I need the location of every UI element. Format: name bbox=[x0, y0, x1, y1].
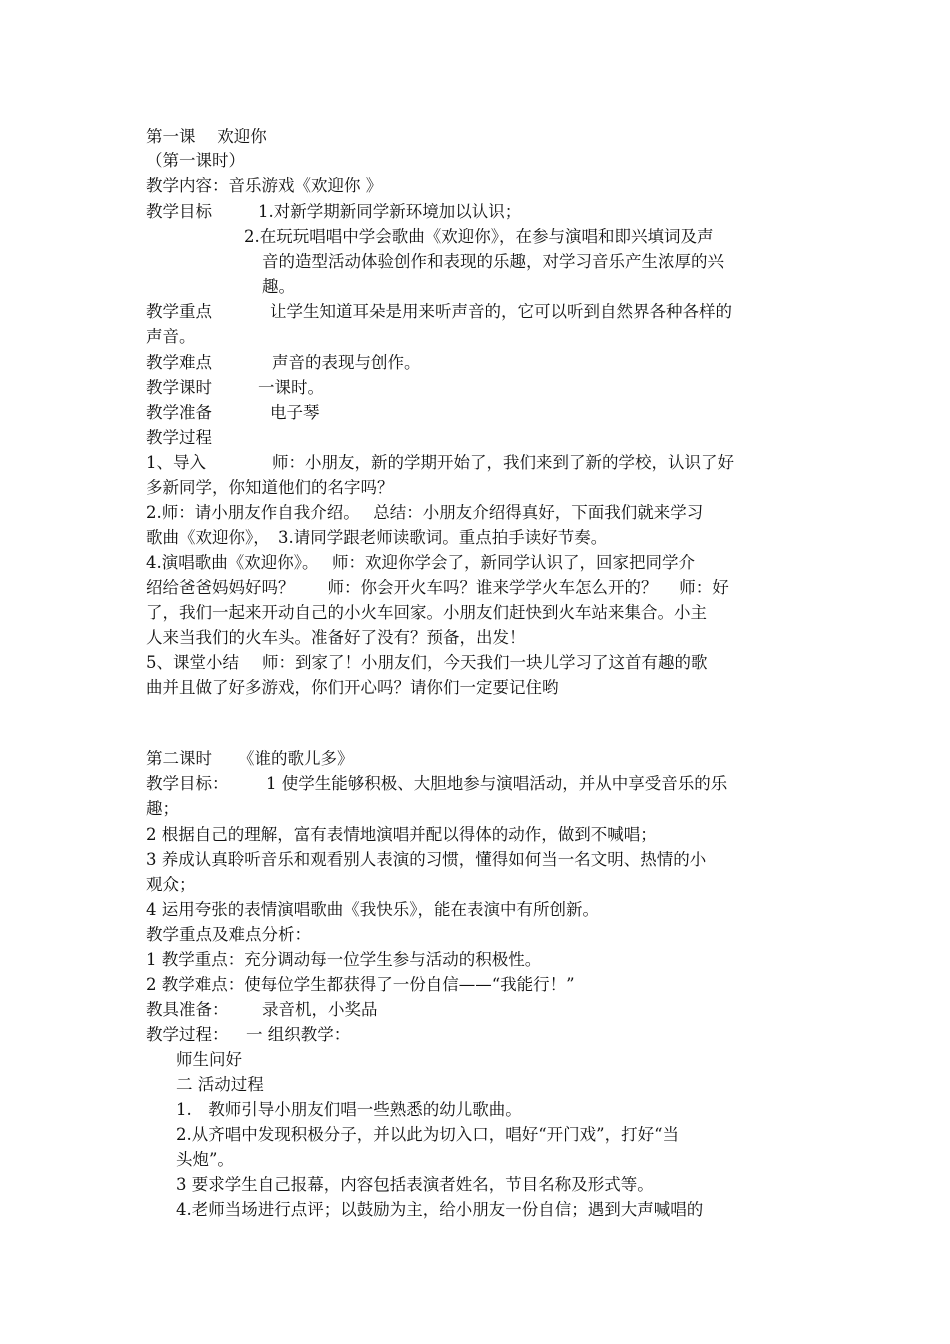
lesson2-tools: 录音机，小奖品 bbox=[262, 1000, 378, 1019]
lesson1-process: 教学过程 bbox=[146, 428, 212, 447]
lesson2-focus: 1 教学重点：充分调动每一位学生参与活动的积极性。 bbox=[146, 950, 542, 969]
lesson1-goal-2-line3: 趣。 bbox=[262, 277, 295, 296]
lesson2-activity-1: 1. 教师引导小朋友们唱一些熟悉的幼儿歌曲。 bbox=[176, 1100, 522, 1119]
lesson1-goal-2-line1: 2.在玩玩唱唱中学会歌曲《欢迎你》，在参与演唱和即兴填词及声 bbox=[244, 227, 714, 246]
lesson1-prep-label: 教学准备 bbox=[146, 403, 212, 422]
lesson1-p5-line2: 曲并且做了好多游戏，你们开心吗？请你们一定要记住哟 bbox=[146, 678, 559, 697]
lesson2-process-label: 教学过程： bbox=[146, 1025, 229, 1044]
lesson2-analysis: 教学重点及难点分析： bbox=[146, 925, 311, 944]
lesson1-p1-label: 1、导入 bbox=[146, 453, 206, 472]
lesson1-prep: 电子琴 bbox=[270, 403, 320, 422]
lesson2-activity-2-line2: 头炮”。 bbox=[176, 1150, 234, 1169]
lesson1-p4-line4: 人来当我们的火车头。准备好了没有？预备，出发！ bbox=[146, 628, 526, 647]
lesson1-p5-row bbox=[146, 651, 708, 675]
lesson1-p1-row bbox=[146, 451, 734, 475]
lesson2-process-1: 一 组织教学： bbox=[246, 1025, 351, 1044]
lesson2-title-label: 第二课时 bbox=[146, 749, 212, 768]
lesson1-goal-label: 教学目标 bbox=[146, 202, 212, 221]
lesson2-activity-2-line1: 2.从齐唱中发现积极分子，并以此为切入口，唱好“开门戏”，打好“当 bbox=[176, 1125, 680, 1144]
lesson1-p1-line1: 师：小朋友，新的学期开始了，我们来到了新的学校，认识了好 bbox=[272, 453, 734, 472]
lesson1-hours: 一课时。 bbox=[258, 378, 324, 397]
lesson2-goal-1-line1: 1 使学生能够积极、大胆地参与演唱活动，并从中享受音乐的乐 bbox=[266, 774, 728, 793]
lesson2-goal-3-line1: 3 养成认真聆听音乐和观看别人表演的习惯，懂得如何当一名文明、热情的小 bbox=[146, 850, 707, 869]
lesson1-period: （第一课时） bbox=[146, 151, 245, 170]
lesson2-process-row bbox=[146, 1023, 350, 1047]
lesson1-hours-row bbox=[146, 376, 324, 400]
lesson1-focus-line2: 声音。 bbox=[146, 327, 196, 346]
lesson2-activity: 二 活动过程 bbox=[176, 1075, 264, 1094]
lesson1-goal-row bbox=[146, 200, 521, 224]
lesson1-p5-line1: 师：到家了！小朋友们，今天我们一块儿学习了这首有趣的歌 bbox=[262, 653, 708, 672]
lesson1-p4-line3: 了，我们一起来开动自己的小火车回家。小朋友们赶快到火车站来集合。小主 bbox=[146, 603, 707, 622]
lesson1-hours-label: 教学课时 bbox=[146, 378, 212, 397]
lesson1-goal-2-line2: 音的造型活动体验创作和表现的乐趣，对学习音乐产生浓厚的兴 bbox=[262, 252, 724, 271]
lesson2-goal-label: 教学目标： bbox=[146, 774, 229, 793]
lesson1-difficulty-label: 教学难点 bbox=[146, 353, 212, 372]
lesson2-activity-4: 4.老师当场进行点评；以鼓励为主，给小朋友一份自信；遇到大声喊唱的 bbox=[176, 1200, 704, 1219]
lesson2-difficulty: 2 教学难点：使每位学生都获得了一份自信——“我能行！” bbox=[146, 975, 575, 994]
lesson1-p4-line1: 4.演唱歌曲《欢迎你》。 师：欢迎你学会了，新同学认识了，回家把同学介 bbox=[146, 553, 695, 572]
lesson1-p2-line2: 歌曲《欢迎你》， 3.请同学跟老师读歌词。重点拍手读好节奏。 bbox=[146, 528, 608, 547]
lesson1-focus-label: 教学重点 bbox=[146, 302, 212, 321]
lesson1-focus-line1: 让学生知道耳朵是用来听声音的，它可以听到自然界各种各样的 bbox=[270, 302, 732, 321]
lesson1-p1-line2: 多新同学，你知道他们的名字吗？ bbox=[146, 478, 394, 497]
lesson1-difficulty-row bbox=[146, 351, 421, 375]
lesson2-goal-1-line2: 趣； bbox=[146, 799, 179, 818]
lesson1-goal-1: 1.对新学期新同学新环境加以认识； bbox=[258, 202, 522, 221]
lesson2-tools-row bbox=[146, 998, 378, 1022]
lesson2-title: 《谁的歌儿多》 bbox=[238, 749, 354, 768]
lesson1-focus-row bbox=[146, 300, 732, 324]
lesson1-p5-label: 5、课堂小结 bbox=[146, 653, 239, 672]
lesson2-tools-label: 教具准备： bbox=[146, 1000, 229, 1019]
lesson2-activity-3: 3 要求学生自己报幕，内容包括表演者姓名，节目名称及形式等。 bbox=[176, 1175, 654, 1194]
lesson2-goal-2: 2 根据自己的理解，富有表情地演唱并配以得体的动作，做到不喊唱； bbox=[146, 825, 657, 844]
lesson2-goal-3-line2: 观众； bbox=[146, 875, 196, 894]
lesson2-greet: 师生问好 bbox=[176, 1050, 242, 1069]
lesson2-goal-row bbox=[146, 772, 727, 796]
lesson1-p2-line1: 2.师：请小朋友作自我介绍。 总结：小朋友介绍得真好，下面我们就来学习 bbox=[146, 503, 704, 522]
lesson1-prep-row bbox=[146, 401, 320, 425]
lesson2-goal-4: 4 运用夸张的表情演唱歌曲《我快乐》，能在表演中有所创新。 bbox=[146, 900, 599, 919]
lesson1-difficulty: 声音的表现与创作。 bbox=[272, 353, 421, 372]
lesson2-title-row bbox=[146, 747, 354, 771]
lesson1-content: 教学内容：音乐游戏《欢迎你 》 bbox=[146, 176, 383, 195]
lesson1-p4-line2: 绍给爸爸妈妈好吗？ 师：你会开火车吗？谁来学学火车怎么开的？ 师：好 bbox=[146, 578, 729, 597]
lesson1-title: 第一课 欢迎你 bbox=[146, 127, 267, 146]
